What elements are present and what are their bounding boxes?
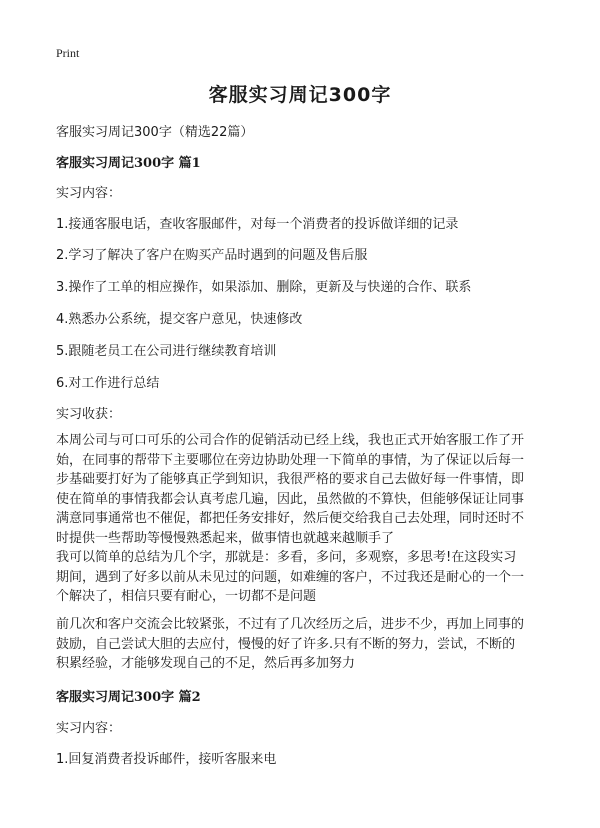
paragraph-line: 步基础要打好为了能够真正学到知识，我很严格的要求自己去做好每一件事情，即: [56, 472, 525, 487]
print-link[interactable]: Print: [56, 46, 80, 60]
list-item: 4.熟悉办公系统，提交客户意见，快速修改: [56, 312, 303, 327]
list-item: 1.接通客服电话，查收客服邮件，对每一个消费者的投诉做详细的记录: [56, 217, 459, 232]
paragraph-line: 使在简单的事情我都会认真考虑几遍，因此，虽然做的不算快，但能够保证让同事: [56, 491, 525, 507]
list-item: 6.对工作进行总结: [56, 376, 160, 391]
section-heading-2: 客服实习周记300字 篇2: [56, 690, 201, 705]
list-item: 5.跟随老员工在公司进行继续教育培训: [56, 344, 277, 359]
list-item: 1.回复消费者投诉邮件，接听客服来电: [56, 752, 277, 767]
page-title: 客服实习周记300字: [208, 84, 392, 106]
paragraph-line: 前几次和客户交流会比较紧张，不过有了几次经历之后，进步不少，再加上同事的: [56, 617, 525, 632]
document-subtitle: 客服实习周记300字（精选22篇）: [56, 125, 254, 140]
paragraph-line: 积累经验，才能够发现自己的不足，然后再多加努力: [56, 656, 356, 671]
paragraph-2: [56, 548, 548, 607]
paragraph-line: 本周公司与可口可乐的公司合作的促销活动已经上线，我也正式开始客服工作了开: [56, 433, 525, 448]
paragraph-1: [56, 431, 548, 548]
paragraph-line: 鼓励，自己尝试大胆的去应付，慢慢的好了许多.只有不断的努力，尝试，不断的: [56, 636, 516, 652]
paragraph-line: 始，在同事的帮带下主要哪位在旁边协助处理一下简单的事情，为了保证以后每一: [56, 452, 525, 468]
paragraph-line: 我可以简单的总结为几个字，那就是：多看，多问，多观察，多思考!在这段实习: [56, 550, 517, 565]
paragraph-3: [56, 615, 548, 674]
gain-label-1: 实习收获：: [56, 407, 122, 422]
list-item: 3.操作了工单的相应操作，如果添加、删除，更新及与快递的合作、联系: [56, 280, 472, 295]
list-item: 2.学习了解决了客户在购买产品时遇到的问题及售后服: [56, 248, 368, 263]
paragraph-line: 满意同事通常也不催促，都把任务安排好，然后便交给我自己去处理，同时还时不: [56, 511, 525, 526]
content-label-1: 实习内容：: [56, 186, 122, 201]
paragraph-line: 时提供一些帮助等慢慢熟悉起来，做事情也就越来越顺手了: [56, 530, 395, 546]
paragraph-line: 个解决了，相信只要有耐心，一切都不是问题: [56, 589, 317, 604]
section-heading-1: 客服实习周记300字 篇1: [56, 156, 201, 171]
paragraph-line: 期间，遇到了好多以前从未见过的问题，如难缠的客户，不过我还是耐心的一个一: [56, 569, 525, 585]
content-label-2: 实习内容：: [56, 721, 122, 736]
